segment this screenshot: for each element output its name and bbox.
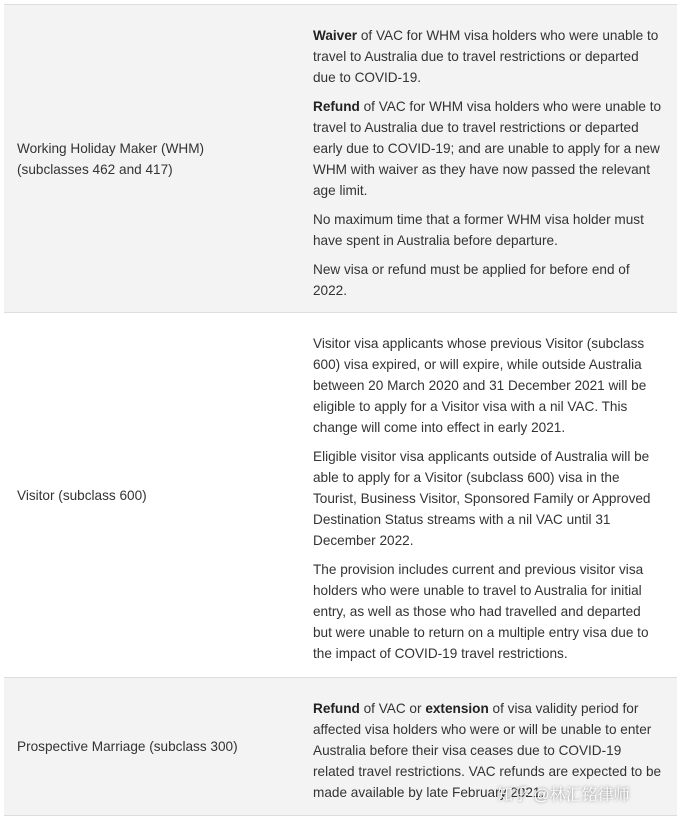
bold-term: extension [425, 701, 489, 716]
bold-term: Waiver [313, 28, 358, 43]
detail-text: The provision includes current and previous visitor visa holders who were unable to travel to Australia for initial entry, as well as those who had travelled and departed but were unable to return on a multiple entry visa due to the impact of COVID-19 travel restrictions. [313, 562, 649, 661]
visa-table [4, 4, 677, 816]
visa-type-label [17, 138, 204, 180]
visa-type-cell [4, 5, 313, 312]
detail-text: No maximum time that a former WHM visa holder must have spent in Australia before departure. [313, 212, 644, 248]
bold-term: Refund [313, 701, 360, 716]
visa-details-cell [313, 313, 677, 677]
visa-type-cell [4, 678, 313, 815]
visa-type-line: Working Holiday Maker (WHM) [17, 140, 205, 156]
visa-details-cell [313, 5, 677, 312]
detail-text: of VAC or [359, 701, 426, 716]
table-row-visitor [4, 313, 677, 678]
detail-text: of VAC for WHM visa holders who were unable to travel to Australia due to travel restrictions or departed early due to COVID-19; and are unable to apply for a new WHM with waiver as they have now passed the relevant age limit. [313, 99, 662, 198]
detail-paragraph [313, 25, 663, 88]
watermark-text: 知乎 @林汇铭律师 [497, 787, 630, 804]
visa-type-label: Visitor (subclass 600) [17, 487, 147, 503]
table-row-whm [4, 4, 677, 313]
detail-text: Eligible visitor visa applicants outside of Australia will be able to apply for a Visitor (subclass 600) visa in the Tourist, Business Visitor, Sponsored Family or Approved Destination Status streams with a nil VAC until 31 December 2022. [313, 449, 651, 548]
visa-type-cell [4, 313, 313, 677]
detail-text: of visa validity period for affected visa holders who were or will be unable to enter Australia before their visa ceases due to COVID-19 related travel restrictions. VAC refunds are expected to be made available by late February 2021. [313, 701, 662, 800]
detail-paragraph [313, 446, 663, 551]
detail-text: of VAC for WHM visa holders who were unable to travel to Australia due to travel restrictions or departed due to COVID-19. [313, 28, 659, 85]
detail-paragraph [313, 96, 663, 201]
detail-paragraph [313, 209, 663, 251]
visa-type-line: (subclasses 462 and 417) [17, 161, 173, 177]
detail-paragraph [313, 333, 663, 438]
detail-paragraph [313, 559, 663, 664]
visa-type-label: Prospective Marriage (subclass 300) [17, 739, 238, 754]
detail-text: Visitor visa applicants whose previous Visitor (subclass 600) visa expired, or will expire, while outside Australia between 20 March 2020 and 31 December 2021 will be eligible to apply for a Visitor visa with a nil VAC. This change will come into effect in early 2021. [313, 336, 647, 435]
detail-paragraph [313, 259, 663, 301]
detail-text: New visa or refund must be applied for before end of 2022. [313, 262, 630, 298]
bold-term: Refund [313, 99, 360, 114]
